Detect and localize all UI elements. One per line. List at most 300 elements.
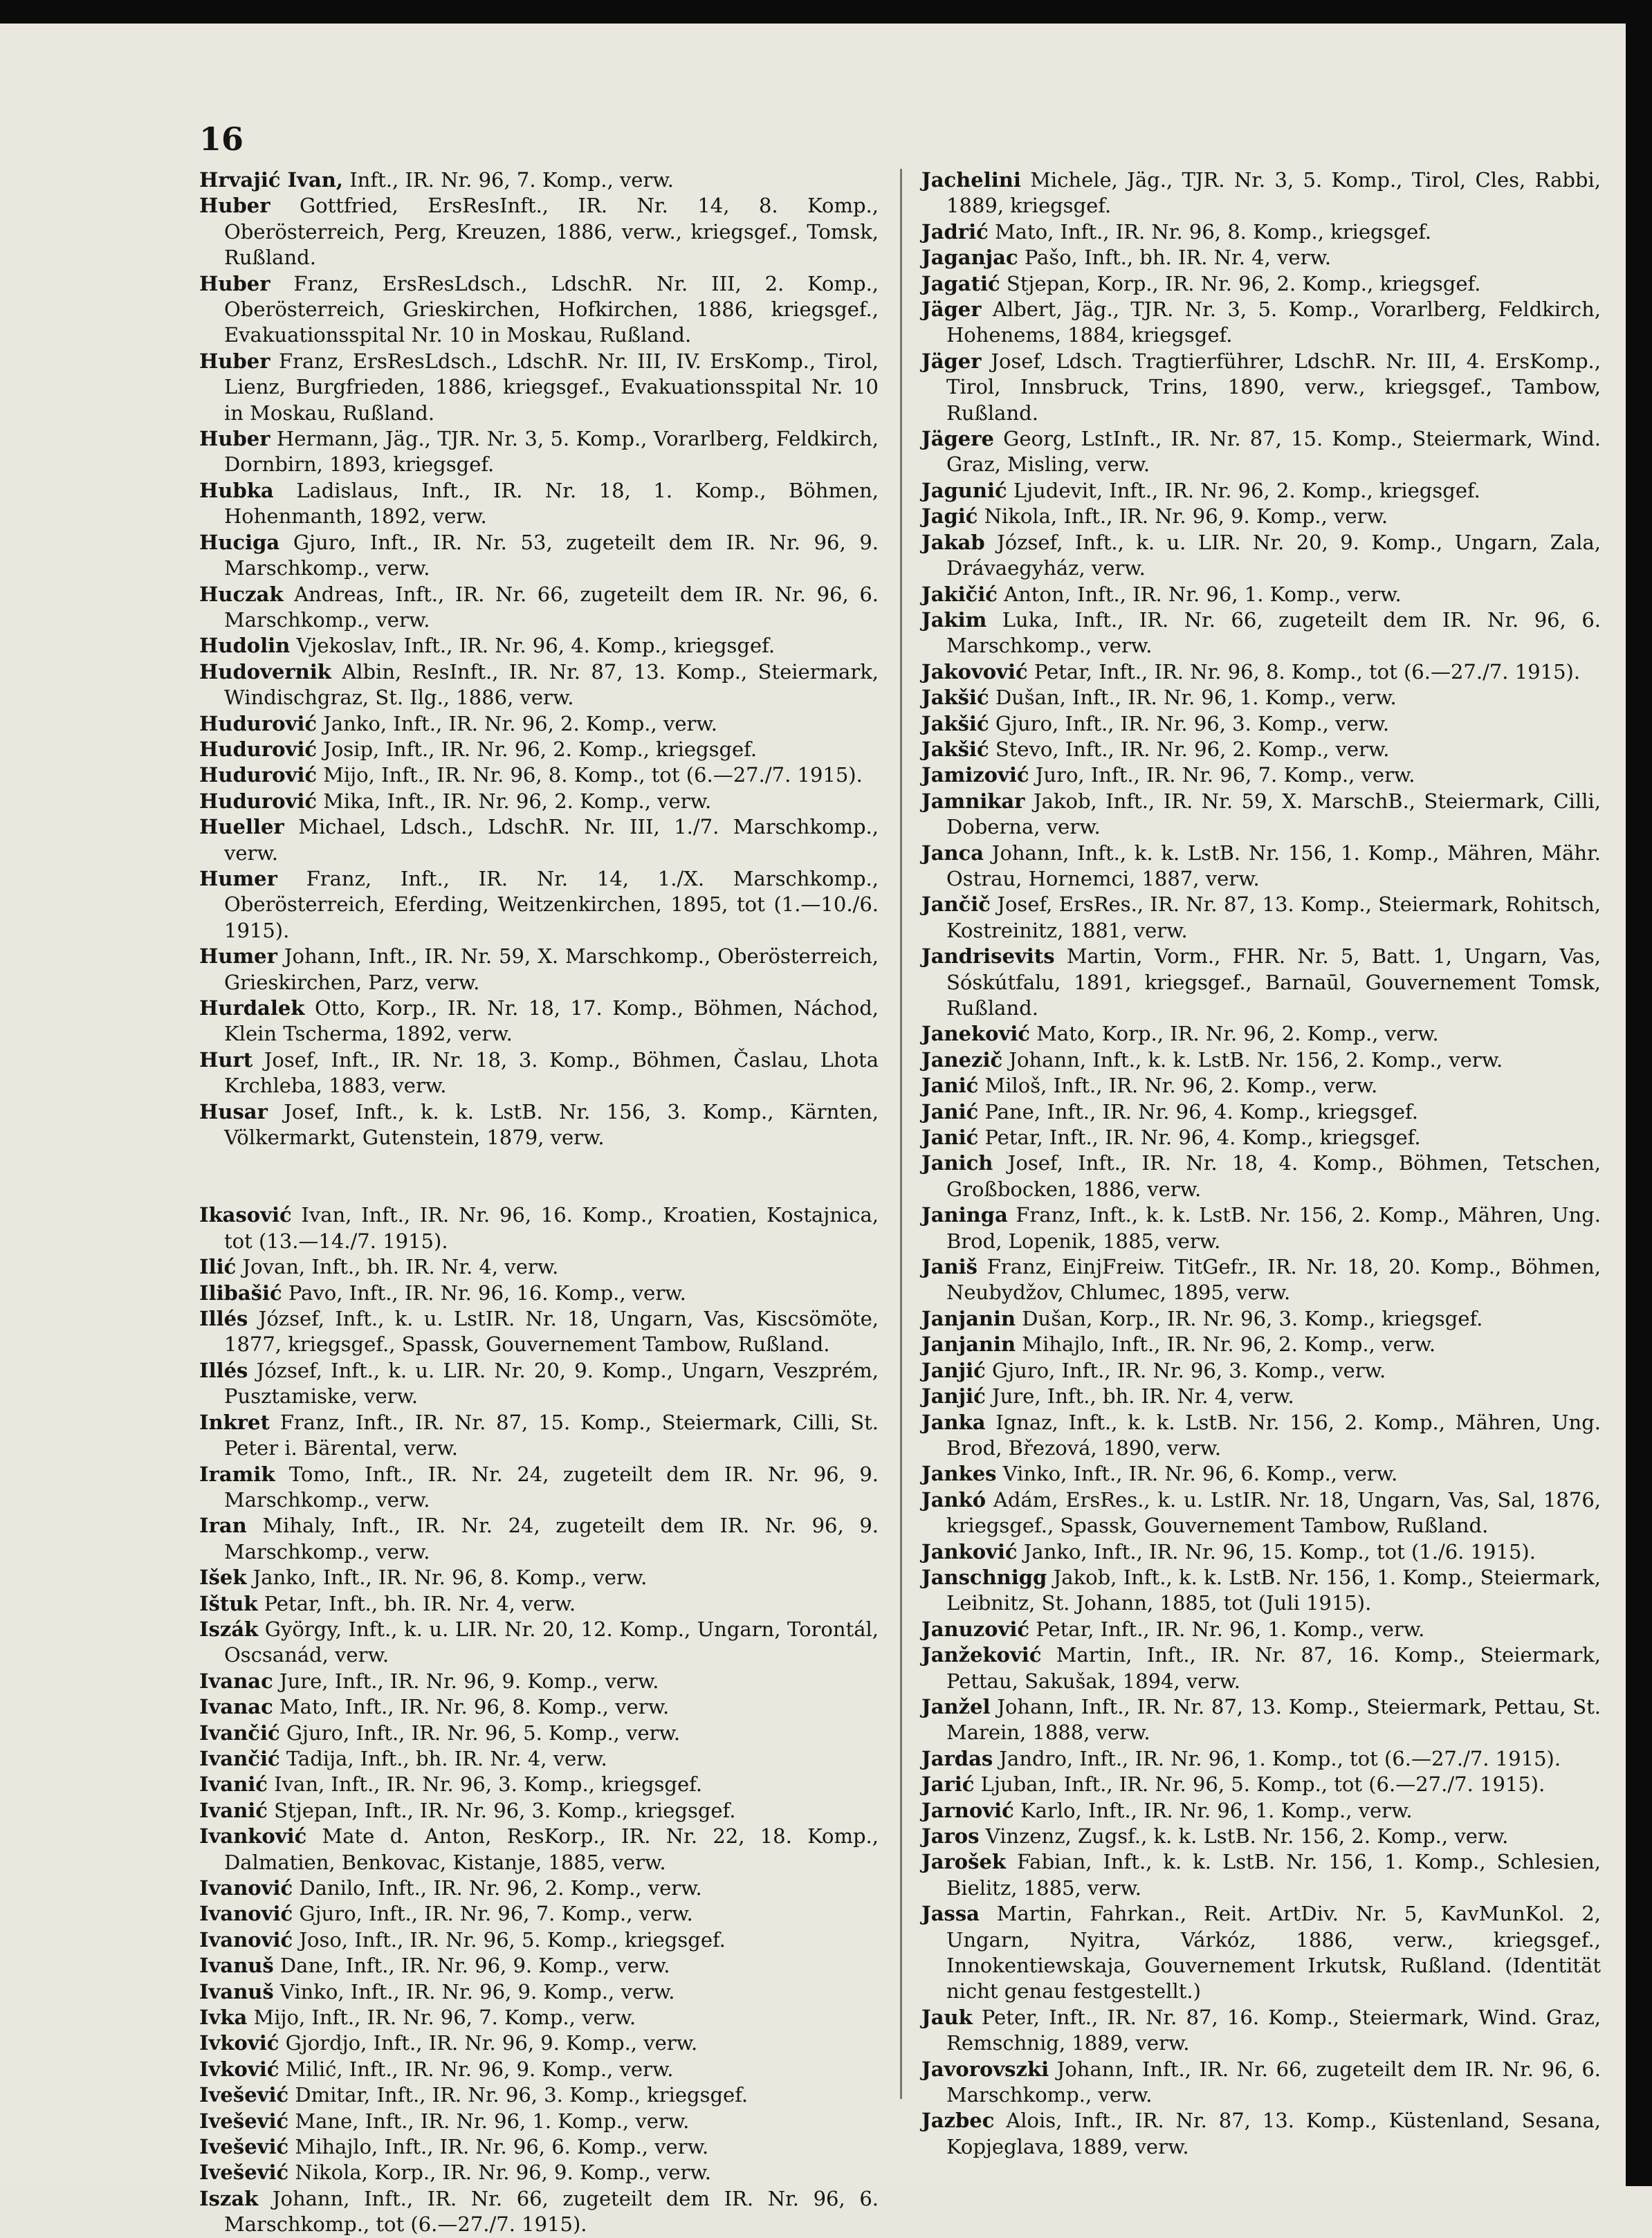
entry-surname: Janković (921, 1539, 1018, 1563)
entry-surname: Javorovszki (921, 2057, 1049, 2081)
entry-details: Franz, EinjFreiw. TitGefr., IR. Nr. 18, 20. Komp., Böhmen, Neubydžov, Chlumec, 1895, verw. (946, 1255, 1601, 1305)
list-entry (921, 1901, 1601, 2005)
entry-details: Albert, Jäg., TJR. Nr. 3, 5. Komp., Vorarlberg, Feldkirch, Hohenems, 1884, kriegsgef. (946, 297, 1601, 347)
list-entry (921, 219, 1601, 245)
entry-surname: Ivanić (199, 1798, 268, 1822)
entry-surname: Jankes (921, 1462, 997, 1486)
entry-surname: Jazbec (921, 2109, 995, 2133)
list-entry (199, 866, 879, 944)
entry-details: Ljudevit, Inft., IR. Nr. 96, 2. Komp., kriegsgef. (1007, 478, 1480, 502)
entry-surname: Iszák (199, 1617, 259, 1641)
list-entry (921, 685, 1601, 710)
entry-surname: Jakab (921, 530, 985, 554)
list-entry (199, 426, 879, 478)
entry-surname: Janjanin (921, 1332, 1016, 1357)
entry-surname: Jakšić (921, 711, 989, 735)
entry-details: Jakob, Inft., IR. Nr. 59, X. MarschB., Steiermark, Cilli, Doberna, verw. (946, 789, 1601, 839)
entry-details: Josef, Ldsch. Tragtierführer, LdschR. Nr. III, 4. ErsKomp., Tirol, Innsbruck, Trins, 1890, verw., kriegsgef., Tambow, Rußland. (946, 349, 1601, 425)
entry-surname: Išek (199, 1566, 247, 1590)
entry-surname: Inkret (199, 1410, 270, 1434)
entry-details: Vinko, Inft., IR. Nr. 96, 9. Komp., verw. (273, 1979, 675, 2003)
list-entry (199, 633, 879, 659)
entry-surname: Ivka (199, 2006, 248, 2030)
entry-details: Josef, Inft., IR. Nr. 18, 3. Komp., Böhmen, Časlau, Lhota Krchleba, 1883, verw. (224, 1047, 879, 1098)
list-entry (921, 1306, 1601, 1332)
list-entry (921, 607, 1601, 659)
entry-surname: Ivešević (199, 2083, 289, 2107)
entry-details: Alois, Inft., IR. Nr. 87, 13. Komp., Küstenland, Sesana, Kopjeglava, 1889, verw. (946, 2109, 1601, 2158)
entry-surname: Janić (921, 1126, 979, 1150)
list-entry (921, 1384, 1601, 1409)
entry-details: Michael, Ldsch., LdschR. Nr. III, 1./7. Marschkomp., verw. (224, 815, 879, 865)
entry-details: József, Inft., k. u. LIR. Nr. 20, 9. Komp., Ungarn, Veszprém, Pusztamiske, verw. (224, 1358, 879, 1409)
entry-surname: Jagunić (921, 478, 1007, 502)
entry-surname: Jakičić (921, 582, 998, 606)
entry-surname: Iran (199, 1514, 247, 1538)
list-entry (199, 1513, 879, 1565)
entry-surname: Illés (199, 1307, 248, 1331)
entry-details: Joso, Inft., IR. Nr. 96, 5. Komp., kriegsgef. (293, 1927, 726, 1952)
entry-details: Albin, ResInft., IR. Nr. 87, 13. Komp., Steiermark, Windischgraz, St. Ilg., 1886, verw. (224, 659, 879, 710)
entry-details: Mato, Korp., IR. Nr. 96, 2. Komp., verw. (1030, 1022, 1439, 1046)
list-entry (921, 1617, 1601, 1642)
list-entry (921, 1746, 1601, 1772)
list-entry (921, 2057, 1601, 2109)
list-entry (199, 1875, 879, 1901)
entry-details: Jovan, Inft., bh. IR. Nr. 4, verw. (236, 1255, 559, 1279)
list-entry (199, 944, 879, 996)
entry-details: Mato, Inft., IR. Nr. 96, 8. Komp., kriegsgef. (988, 219, 1432, 244)
entry-surname: Janžel (921, 1694, 991, 1718)
entry-details: Vinko, Inft., IR. Nr. 96, 6. Komp., verw. (996, 1462, 1398, 1486)
entry-surname: Jamnikar (921, 789, 1025, 813)
entry-details: Nikola, Inft., IR. Nr. 96, 9. Komp., verw. (978, 504, 1388, 529)
entry-surname: Ivanković (199, 1824, 307, 1849)
list-entry (199, 349, 879, 426)
entry-surname: Iramik (199, 1462, 275, 1486)
entry-details: Gjuro, Inft., IR. Nr. 96, 3. Komp., verw. (985, 1358, 1386, 1382)
entry-surname: Janezič (921, 1047, 1003, 1072)
entry-surname: Hudovernik (199, 659, 331, 684)
list-entry (199, 1047, 879, 1099)
list-entry (921, 1694, 1601, 1746)
list-entry (199, 1953, 879, 1979)
list-entry (921, 1358, 1601, 1384)
entry-details: Josef, Inft., k. k. LstB. Nr. 156, 3. Komp., Kärnten, Völkermarkt, Gutenstein, 1879, verw. (224, 1099, 879, 1150)
entry-details: Stevo, Inft., IR. Nr. 96, 2. Komp., verw. (989, 737, 1390, 761)
entry-surname: Jägere (921, 427, 994, 451)
entry-details: Stjepan, Korp., IR. Nr. 96, 2. Komp., kriegsgef. (1000, 271, 1481, 295)
list-entry (199, 711, 879, 737)
entry-details: Petar, Inft., bh. IR. Nr. 4, verw. (257, 1591, 576, 1615)
entry-surname: Janiš (921, 1255, 978, 1279)
list-entry (199, 1254, 879, 1280)
list-entry (199, 1306, 879, 1358)
entry-surname: Huciga (199, 530, 280, 554)
list-entry (199, 1358, 879, 1410)
list-entry (199, 2186, 879, 2238)
entry-surname: Janka (921, 1410, 986, 1434)
left-column (199, 167, 879, 2238)
entry-details: Mihajlo, Inft., IR. Nr. 96, 2. Komp., verw. (1016, 1332, 1436, 1357)
list-entry (921, 1461, 1601, 1487)
entry-surname: Huber (199, 271, 270, 295)
list-entry (199, 167, 879, 193)
entry-details: Franz, ErsResLdsch., LdschR. Nr. III, 2. Komp., Oberösterreich, Grieskirchen, Hofkirchen, 1886, kriegsgef., Evakuationsspital Nr. 10 in Moskau, Rußland. (224, 271, 879, 347)
list-entry (199, 2109, 879, 2134)
entry-details: Anton, Inft., IR. Nr. 96, 1. Komp., verw. (997, 582, 1402, 606)
list-entry (199, 1281, 879, 1306)
entry-details: József, Inft., k. u. LstIR. Nr. 18, Ungarn, Vas, Kiscsömöte, 1877, kriegsgef., Spassk, Gouvernement Tambow, Rußland. (224, 1307, 879, 1357)
list-entry (199, 1694, 879, 1720)
entry-details: Georg, LstInft., IR. Nr. 87, 15. Komp., Steiermark, Wind. Graz, Misling, verw. (946, 427, 1601, 477)
entry-details: Mato, Inft., IR. Nr. 96, 8. Komp., verw. (273, 1695, 670, 1719)
entry-details: Jure, Inft., IR. Nr. 96, 9. Komp., verw. (273, 1669, 659, 1693)
entry-details: Juro, Inft., IR. Nr. 96, 7. Komp., verw. (1029, 763, 1415, 787)
entry-details: Gjordjo, Inft., IR. Nr. 96, 9. Komp., verw. (279, 2031, 698, 2055)
entry-details: Franz, Inft., k. k. LstB. Nr. 156, 2. Komp., Mähren, Ung. Brod, Lopenik, 1885, verw. (946, 1203, 1601, 1253)
entry-surname: Janschnigg (921, 1565, 1047, 1589)
entry-surname: Janinga (921, 1203, 1008, 1227)
list-entry (921, 271, 1601, 297)
list-entry (921, 789, 1601, 841)
entry-surname: Jakovović (921, 659, 1028, 684)
entry-details: Vinzenz, Zugsf., k. k. LstB. Nr. 156, 2. Komp., verw. (979, 1824, 1509, 1848)
entry-details: Tomo, Inft., IR. Nr. 24, zugeteilt dem IR. Nr. 96, 9. Marschkomp., verw. (224, 1462, 879, 1512)
list-entry (199, 2082, 879, 2108)
entry-surname: Janjanin (921, 1306, 1016, 1330)
entry-surname: Ilić (199, 1255, 237, 1279)
entry-surname: Jarnović (921, 1798, 1014, 1822)
entry-details: Danilo, Inft., IR. Nr. 96, 2. Komp., verw. (293, 1876, 702, 1900)
list-entry (199, 1099, 879, 1151)
entry-surname: Humer (199, 944, 277, 969)
entry-surname: Jachelini (921, 168, 1021, 192)
entry-details: Ivan, Inft., IR. Nr. 96, 16. Komp., Kroatien, Kostajnica, tot (13.—14./7. 1915). (224, 1203, 879, 1253)
entry-details: Gjuro, Inft., IR. Nr. 96, 7. Komp., verw. (293, 1902, 693, 1926)
entry-details: Franz, ErsResLdsch., LdschR. Nr. III, IV. ErsKomp., Tirol, Lienz, Burgfrieden, 1886, kriegsgef., Evakuationsspital Nr. 10 in Moskau, Rußland. (224, 349, 879, 425)
list-entry (199, 1202, 879, 1254)
entry-surname: Janžeković (921, 1643, 1042, 1667)
page-number: 16 (199, 120, 244, 158)
entry-surname: Jäger (921, 349, 982, 373)
entry-surname: Jakšić (921, 737, 989, 761)
entry-details: Josef, Inft., IR. Nr. 18, 4. Komp., Böhmen, Tetschen, Großbocken, 1886, verw. (946, 1151, 1601, 1201)
entry-surname: Jandrisevits (921, 944, 1055, 969)
entry-surname: Hudolin (199, 634, 291, 658)
list-entry (199, 1824, 879, 1875)
entry-surname: Ištuk (199, 1591, 258, 1615)
entry-surname: Huczak (199, 582, 284, 606)
list-entry (921, 504, 1601, 529)
list-entry (199, 1617, 879, 1669)
entry-surname: Ivković (199, 2031, 279, 2055)
list-entry (921, 582, 1601, 607)
list-entry (921, 1073, 1601, 1099)
list-entry (921, 1202, 1601, 1254)
entry-details: Janko, Inft., IR. Nr. 96, 15. Komp., tot (1./6. 1915). (1017, 1539, 1536, 1563)
entry-details: György, Inft., k. u. LIR. Nr. 20, 12. Komp., Ungarn, Torontál, Oscsanád, verw. (224, 1617, 879, 1667)
entry-surname: Jamizović (921, 763, 1029, 787)
entry-surname: Ivešević (199, 2109, 289, 2133)
list-entry (199, 1901, 879, 1927)
entry-surname: Jarić (921, 1772, 975, 1797)
entry-details: Ljuban, Inft., IR. Nr. 96, 5. Komp., tot (6.—27./7. 1915). (974, 1772, 1545, 1797)
list-entry (921, 1642, 1601, 1694)
entry-details: Dušan, Inft., IR. Nr. 96, 1. Komp., verw. (989, 686, 1397, 710)
entry-details: Mijo, Inft., IR. Nr. 96, 7. Komp., verw. (247, 2006, 636, 2030)
entry-details: Luka, Inft., IR. Nr. 66, zugeteilt dem IR. Nr. 96, 6. Marschkomp., verw. (946, 607, 1601, 658)
list-entry (921, 297, 1601, 349)
entry-surname: Ivančić (199, 1746, 280, 1770)
entry-details: Pavo, Inft., IR. Nr. 96, 16. Komp., verw. (282, 1281, 686, 1305)
entry-surname: Janić (921, 1099, 979, 1123)
entry-details: Johann, Inft., k. k. LstB. Nr. 156, 1. Komp., Mähren, Mähr. Ostrau, Hornemci, 1887, verw. (946, 841, 1601, 890)
entry-details: Milić, Inft., IR. Nr. 96, 9. Komp., verw. (279, 2057, 674, 2081)
entry-surname: Jagić (921, 504, 978, 529)
entry-surname: Ivković (199, 2057, 279, 2081)
entry-surname: Janich (921, 1151, 993, 1175)
entry-details: Mate d. Anton, ResKorp., IR. Nr. 22, 18. Komp., Dalmatien, Benkovac, Kistanje, 1885, verw. (224, 1824, 879, 1874)
entry-details: Mane, Inft., IR. Nr. 96, 1. Komp., verw. (288, 2109, 690, 2133)
entry-surname: Ivančić (199, 1721, 280, 1745)
entry-surname: Humer (199, 866, 277, 890)
list-entry (199, 2005, 879, 2030)
entry-details: Gjuro, Inft., IR. Nr. 96, 3. Komp., verw. (989, 711, 1390, 735)
entry-details: Adám, ErsRes., k. u. LstIR. Nr. 18, Ungarn, Vas, Sal, 1876, kriegsgef., Spassk, Gouvernement Tambow, Rußland. (946, 1487, 1601, 1538)
list-entry (199, 1565, 879, 1590)
entry-details: Petar, Inft., IR. Nr. 96, 8. Komp., tot (6.—27./7. 1915). (1027, 659, 1581, 684)
entry-details: József, Inft., k. u. LIR. Nr. 20, 9. Komp., Ungarn, Zala, Drávaegyház, verw. (946, 530, 1601, 580)
entry-surname: Ilibašić (199, 1281, 282, 1305)
list-entry (199, 2134, 879, 2160)
entry-details: Andreas, Inft., IR. Nr. 66, zugeteilt dem IR. Nr. 96, 6. Marschkomp., verw. (224, 582, 879, 632)
entry-surname: Ivanac (199, 1695, 273, 1719)
entry-surname: Ivanuš (199, 1979, 274, 2003)
entry-surname: Janca (921, 841, 984, 865)
entry-details: Johann, Inft., k. k. LstB. Nr. 156, 2. Komp., verw. (1002, 1047, 1503, 1072)
entry-details: Hermann, Jäg., TJR. Nr. 3, 5. Komp., Vorarlberg, Feldkirch, Dornbirn, 1893, kriegsgef. (224, 427, 879, 477)
entry-surname: Janjić (921, 1384, 986, 1409)
list-entry (199, 659, 879, 711)
entry-surname: Ivanović (199, 1902, 293, 1926)
entry-details: Karlo, Inft., IR. Nr. 96, 1. Komp., verw. (1013, 1798, 1413, 1822)
list-entry (921, 1047, 1601, 1073)
entry-details: Johann, Inft., IR. Nr. 66, zugeteilt dem IR. Nr. 96, 6. Marschkomp., verw. (946, 2057, 1601, 2107)
entry-details: Vjekoslav, Inft., IR. Nr. 96, 4. Komp., kriegsgef. (290, 634, 775, 658)
list-entry (199, 478, 879, 530)
entry-details: Ivan, Inft., IR. Nr. 96, 3. Komp., kriegsgef. (267, 1772, 703, 1797)
right-column (921, 167, 1601, 2160)
list-entry (199, 1410, 879, 1462)
list-entry (199, 1669, 879, 1694)
entry-surname: Ivanac (199, 1669, 273, 1693)
entry-surname: Jäger (921, 297, 982, 322)
entry-surname: Jaganjac (921, 246, 1018, 270)
list-entry (921, 478, 1601, 504)
list-entry (921, 711, 1601, 737)
entry-details: Janko, Inft., IR. Nr. 96, 2. Komp., verw. (317, 711, 717, 735)
list-entry (921, 1254, 1601, 1306)
list-entry (921, 892, 1601, 944)
list-entry (921, 659, 1601, 685)
list-entry (199, 1721, 879, 1746)
entry-surname: Ivešević (199, 2135, 289, 2159)
entry-surname: Jassa (921, 1902, 980, 1926)
list-entry (199, 1979, 879, 2005)
list-entry (199, 1462, 879, 1514)
list-entry (921, 349, 1601, 426)
entry-surname: Iszak (199, 2186, 259, 2210)
entry-surname: Jagatić (921, 271, 1000, 295)
entry-surname: Jauk (921, 2005, 973, 2029)
entry-details: Dušan, Korp., IR. Nr. 96, 3. Komp., kriegsgef. (1016, 1306, 1483, 1330)
entry-details: Dane, Inft., IR. Nr. 96, 9. Komp., verw. (273, 1954, 670, 1978)
entry-surname: Hurt (199, 1047, 253, 1072)
entry-details: Jure, Inft., bh. IR. Nr. 4, verw. (985, 1384, 1294, 1409)
entry-surname: Hurdalek (199, 996, 305, 1020)
entry-surname: Ikasović (199, 1203, 292, 1227)
entry-details: Michele, Jäg., TJR. Nr. 3, 5. Komp., Tirol, Cles, Rabbi, 1889, kriegsgef. (946, 168, 1601, 218)
entry-surname: Januzović (921, 1617, 1030, 1641)
entry-details: Gjuro, Inft., IR. Nr. 96, 5. Komp., verw. (279, 1721, 681, 1745)
entry-details: Pašo, Inft., bh. IR. Nr. 4, verw. (1018, 246, 1332, 270)
entry-details: Stjepan, Inft., IR. Nr. 96, 3. Komp., kriegsgef. (267, 1798, 736, 1822)
entry-details: Mika, Inft., IR. Nr. 96, 2. Komp., verw. (317, 789, 712, 813)
entry-details: Peter, Inft., IR. Nr. 87, 16. Komp., Steiermark, Wind. Graz, Remschnig, 1889, verw. (946, 2005, 1601, 2055)
entry-details: Johann, Inft., IR. Nr. 87, 13. Komp., Steiermark, Pettau, St. Marein, 1888, verw. (946, 1694, 1601, 1745)
entry-surname: Jaros (921, 1824, 980, 1848)
list-entry (199, 1591, 879, 1617)
list-entry (921, 530, 1601, 582)
list-entry (921, 1410, 1601, 1462)
section-gap (199, 1150, 879, 1202)
entry-surname: Jadrić (921, 219, 989, 244)
entry-details: Johann, Inft., IR. Nr. 59, X. Marschkomp., Oberösterreich, Grieskirchen, Parz, verw. (224, 944, 879, 994)
entry-details: Ladislaus, Inft., IR. Nr. 18, 1. Komp., Böhmen, Hohenmanth, 1892, verw. (224, 478, 879, 529)
entry-details: Johann, Inft., IR. Nr. 66, zugeteilt dem IR. Nr. 96, 6. Marschkomp., tot (6.—27./7. 1915). (224, 2186, 879, 2237)
entry-details: Dmitar, Inft., IR. Nr. 96, 3. Komp., kriegsgef. (288, 2083, 749, 2107)
list-entry (921, 1772, 1601, 1797)
list-entry (199, 789, 879, 814)
list-entry (199, 737, 879, 762)
list-entry (921, 2005, 1601, 2057)
list-entry (199, 996, 879, 1047)
list-entry (199, 2057, 879, 2082)
entry-details: Inft., IR. Nr. 96, 7. Komp., verw. (342, 168, 674, 192)
list-entry (921, 2108, 1601, 2160)
entry-details: Pane, Inft., IR. Nr. 96, 4. Komp., kriegsgef. (978, 1099, 1418, 1123)
entry-details: Martin, Fahrkan., Reit. ArtDiv. Nr. 5, KavMunKol. 2, Ungarn, Nyitra, Várkóz, 1886, verw., kriegsgef., Innokentiewskaja, Gouvernement Irkutsk, Rußland. (Identität nicht genau festgestellt.) (946, 1902, 1601, 2003)
entry-details: Fabian, Inft., k. k. LstB. Nr. 156, 1. Komp., Schlesien, Bielitz, 1885, verw. (946, 1850, 1601, 1900)
entry-surname: Ivanić (199, 1772, 268, 1797)
entry-surname: Hudurović (199, 711, 317, 735)
list-entry (199, 1927, 879, 1953)
list-entry (921, 1539, 1601, 1565)
entry-details: Franz, Inft., IR. Nr. 14, 1./X. Marschkomp., Oberösterreich, Eferding, Weitzenkirchen, 1895, tot (1.—10./6. 1915). (224, 866, 879, 942)
entry-surname: Jardas (921, 1746, 993, 1770)
entry-details: Petar, Inft., IR. Nr. 96, 4. Komp., kriegsgef. (978, 1126, 1421, 1150)
entry-surname: Jarošek (921, 1850, 1007, 1874)
entry-details: Jakob, Inft., k. k. LstB. Nr. 156, 1. Komp., Steiermark, Leibnitz, St. Johann, 1885, tot (Juli 1915). (946, 1565, 1601, 1615)
list-entry (921, 1332, 1601, 1357)
entry-surname: Husar (199, 1099, 268, 1123)
entry-details: Franz, Inft., IR. Nr. 87, 15. Komp., Steiermark, Cilli, St. Peter i. Bärental, verw. (224, 1410, 879, 1460)
entry-details: Petar, Inft., IR. Nr. 96, 1. Komp., verw. (1029, 1617, 1425, 1641)
entry-details: Gottfried, ErsResInft., IR. Nr. 14, 8. Komp., Oberösterreich, Perg, Kreuzen, 1886, verw., kriegsgef., Tomsk, Rußland. (224, 194, 879, 270)
list-entry (199, 530, 879, 582)
entry-details: Martin, Inft., IR. Nr. 87, 16. Komp., Steiermark, Pettau, Sakušak, 1894, verw. (946, 1643, 1601, 1693)
list-entry (199, 1746, 879, 1772)
list-entry (921, 1099, 1601, 1125)
entry-surname: Jankó (921, 1487, 986, 1512)
list-entry (921, 944, 1601, 1021)
entry-surname: Janić (921, 1074, 979, 1098)
entry-details: Mihaly, Inft., IR. Nr. 24, zugeteilt dem IR. Nr. 96, 9. Marschkomp., verw. (224, 1514, 879, 1563)
list-entry (921, 1849, 1601, 1901)
entry-details: Tadija, Inft., bh. IR. Nr. 4, verw. (279, 1746, 607, 1770)
list-entry (921, 167, 1601, 219)
entry-surname: Janjić (921, 1358, 986, 1382)
list-entry (921, 1824, 1601, 1849)
list-entry (921, 762, 1601, 788)
entry-surname: Hudurović (199, 763, 317, 787)
entry-surname: Huber (199, 194, 270, 218)
entry-details: Mihajlo, Inft., IR. Nr. 96, 6. Komp., verw. (288, 2135, 709, 2159)
entry-details: Otto, Korp., IR. Nr. 18, 17. Komp., Böhmen, Náchod, Klein Tscherma, 1892, verw. (224, 996, 879, 1046)
entry-details: Gjuro, Inft., IR. Nr. 53, zugeteilt dem IR. Nr. 96, 9. Marschkomp., verw. (224, 530, 879, 580)
entry-details: Janko, Inft., IR. Nr. 96, 8. Komp., verw. (246, 1566, 648, 1590)
entry-surname: Ivanuš (199, 1954, 274, 1978)
list-entry (921, 245, 1601, 270)
list-entry (199, 814, 879, 866)
entry-surname: Hrvajić Ivan, (199, 168, 343, 192)
entry-surname: Ivanović (199, 1927, 293, 1952)
list-entry (921, 1125, 1601, 1150)
entry-surname: Huber (199, 427, 270, 451)
entry-details: Nikola, Korp., IR. Nr. 96, 9. Komp., verw. (288, 2161, 712, 2185)
list-entry (921, 1021, 1601, 1047)
entry-details: Martin, Vorm., FHR. Nr. 5, Batt. 1, Ungarn, Vas, Sóskútfalu, 1891, kriegsgef., Barnaūl, Gouvernement Tomsk, Rußland. (946, 944, 1601, 1020)
entry-details: Ignaz, Inft., k. k. LstB. Nr. 156, 2. Komp., Mähren, Ung. Brod, Březová, 1890, verw. (946, 1410, 1601, 1460)
list-entry (921, 841, 1601, 892)
entry-surname: Huber (199, 349, 270, 373)
entry-surname: Hudurović (199, 737, 317, 761)
list-entry (199, 1772, 879, 1797)
list-entry (199, 1798, 879, 1824)
list-entry (199, 2160, 879, 2185)
entry-surname: Jakim (921, 607, 987, 632)
entry-surname: Jančič (921, 892, 991, 917)
entry-surname: Janeković (921, 1022, 1031, 1046)
list-entry (199, 762, 879, 788)
entry-surname: Jakšić (921, 686, 989, 710)
entry-details: Miloš, Inft., IR. Nr. 96, 2. Komp., verw. (978, 1074, 1378, 1098)
list-entry (199, 582, 879, 634)
entry-details: Jandro, Inft., IR. Nr. 96, 1. Komp., tot (6.—27./7. 1915). (993, 1746, 1561, 1770)
list-entry (921, 1798, 1601, 1824)
list-entry (199, 193, 879, 270)
list-entry (199, 271, 879, 349)
list-entry (921, 426, 1601, 478)
entry-surname: Hudurović (199, 789, 317, 813)
entry-surname: Illés (199, 1358, 248, 1382)
entry-details: Josef, ErsRes., IR. Nr. 87, 13. Komp., Steiermark, Rohitsch, Kostreinitz, 1881, verw. (946, 892, 1601, 942)
entry-surname: Hueller (199, 815, 284, 839)
entry-surname: Hubka (199, 478, 274, 502)
entry-surname: Ivanović (199, 1876, 293, 1900)
column-divider (900, 169, 902, 2099)
